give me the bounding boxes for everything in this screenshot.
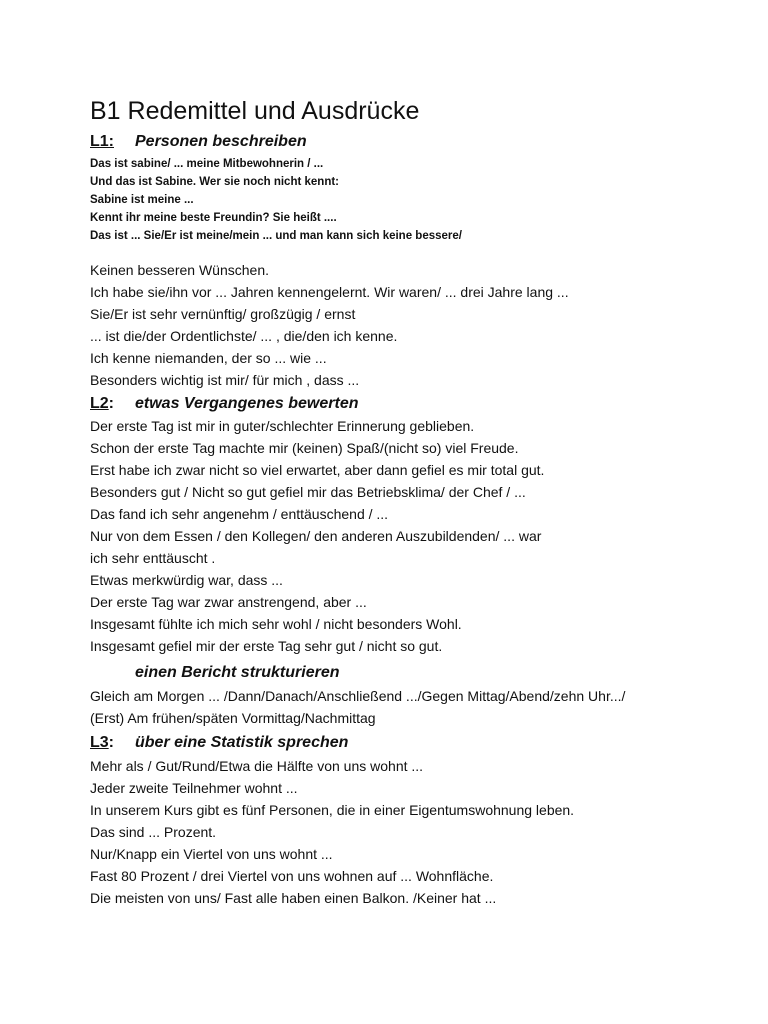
section-title: Personen beschreiben <box>135 133 307 150</box>
phrase-line: Sabine ist meine ... <box>90 194 194 206</box>
phrase-line: Die meisten von uns/ Fast alle haben einen Balkon. /Keiner hat ... <box>90 890 497 906</box>
page-title: B1 Redemittel und Ausdrücke <box>90 97 420 125</box>
section-colon: : <box>108 395 114 412</box>
phrase-line: Insgesamt fühlte ich mich sehr wohl / nicht besonders Wohl. <box>90 616 462 632</box>
section-title: etwas Vergangenes bewerten <box>135 395 359 412</box>
phrase-line: Der erste Tag war zwar anstrengend, aber ... <box>90 594 367 610</box>
phrase-line: Kennt ihr meine beste Freundin? Sie heißt .... <box>90 212 337 224</box>
section-heading-l2 <box>90 392 359 416</box>
phrase-line: Nur/Knapp ein Viertel von uns wohnt ... <box>90 846 333 862</box>
phrase-line: Das ist sabine/ ... meine Mitbewohnerin / ... <box>90 158 324 170</box>
section-number: L2 <box>90 395 109 412</box>
section-colon: : <box>108 734 114 751</box>
phrase-line: Das fand ich sehr angenehm / enttäuschend / ... <box>90 506 389 522</box>
phrase-line: Ich kenne niemanden, der so ... wie ... <box>90 350 327 366</box>
section-title: über eine Statistik sprechen <box>135 734 349 751</box>
phrase-line: Besonders wichtig ist mir/ für mich , dass ... <box>90 372 360 388</box>
phrase-line: Jeder zweite Teilnehmer wohnt ... <box>90 780 298 796</box>
phrase-line: In unserem Kurs gibt es fünf Personen, die in einer Eigentumswohnung leben. <box>90 802 575 818</box>
phrase-list <box>90 259 700 391</box>
phrase-line: Etwas merkwürdig war, dass ... <box>90 572 283 588</box>
phrase-list <box>90 685 700 729</box>
phrase-line: Sie/Er ist sehr vernünftig/ großzügig / ernst <box>90 306 356 322</box>
phrase-line: Fast 80 Prozent / drei Viertel von uns wohnen auf ... Wohnfläche. <box>90 868 494 884</box>
phrase-line: Mehr als / Gut/Rund/Etwa die Hälfte von uns wohnt ... <box>90 758 424 774</box>
phrase-line: Keinen besseren Wünschen. <box>90 262 269 278</box>
section-title: einen Bericht strukturieren <box>135 664 340 681</box>
bold-phrase-list <box>90 155 690 245</box>
phrase-line: Ich habe sie/ihn vor ... Jahren kennengelernt. Wir waren/ ... drei Jahre lang ... <box>90 284 569 300</box>
phrase-list <box>90 755 700 909</box>
phrase-line: Und das ist Sabine. Wer sie noch nicht kennt: <box>90 176 339 188</box>
phrase-line: Der erste Tag ist mir in guter/schlechter Erinnerung geblieben. <box>90 418 475 434</box>
phrase-line: Das sind ... Prozent. <box>90 824 217 840</box>
phrase-list <box>90 415 700 657</box>
phrase-line: Das ist ... Sie/Er ist meine/mein ... und man kann sich keine bessere/ <box>90 230 462 242</box>
phrase-line: ... ist die/der Ordentlichste/ ... , die/den ich kenne. <box>90 328 398 344</box>
section-number: L1: <box>90 133 114 150</box>
phrase-line: (Erst) Am frühen/späten Vormittag/Nachmittag <box>90 710 376 726</box>
phrase-line: Gleich am Morgen ... /Dann/Danach/Anschließend .../Gegen Mittag/Abend/zehn Uhr.../ <box>90 688 626 704</box>
phrase-line: Besonders gut / Nicht so gut gefiel mir das Betriebsklima/ der Chef / ... <box>90 484 526 500</box>
phrase-line: Nur von dem Essen / den Kollegen/ den anderen Auszubildenden/ ... war <box>90 528 542 544</box>
phrase-line: ich sehr enttäuscht . <box>90 550 216 566</box>
phrase-line: Insgesamt gefiel mir der erste Tag sehr gut / nicht so gut. <box>90 638 443 654</box>
section-heading-l3 <box>90 731 349 755</box>
phrase-line: Erst habe ich zwar nicht so viel erwartet, aber dann gefiel es mir total gut. <box>90 462 545 478</box>
section-number: L3 <box>90 734 109 751</box>
phrase-line: Schon der erste Tag machte mir (keinen) Spaß/(nicht so) viel Freude. <box>90 440 519 456</box>
section-heading-l1 <box>90 130 307 154</box>
